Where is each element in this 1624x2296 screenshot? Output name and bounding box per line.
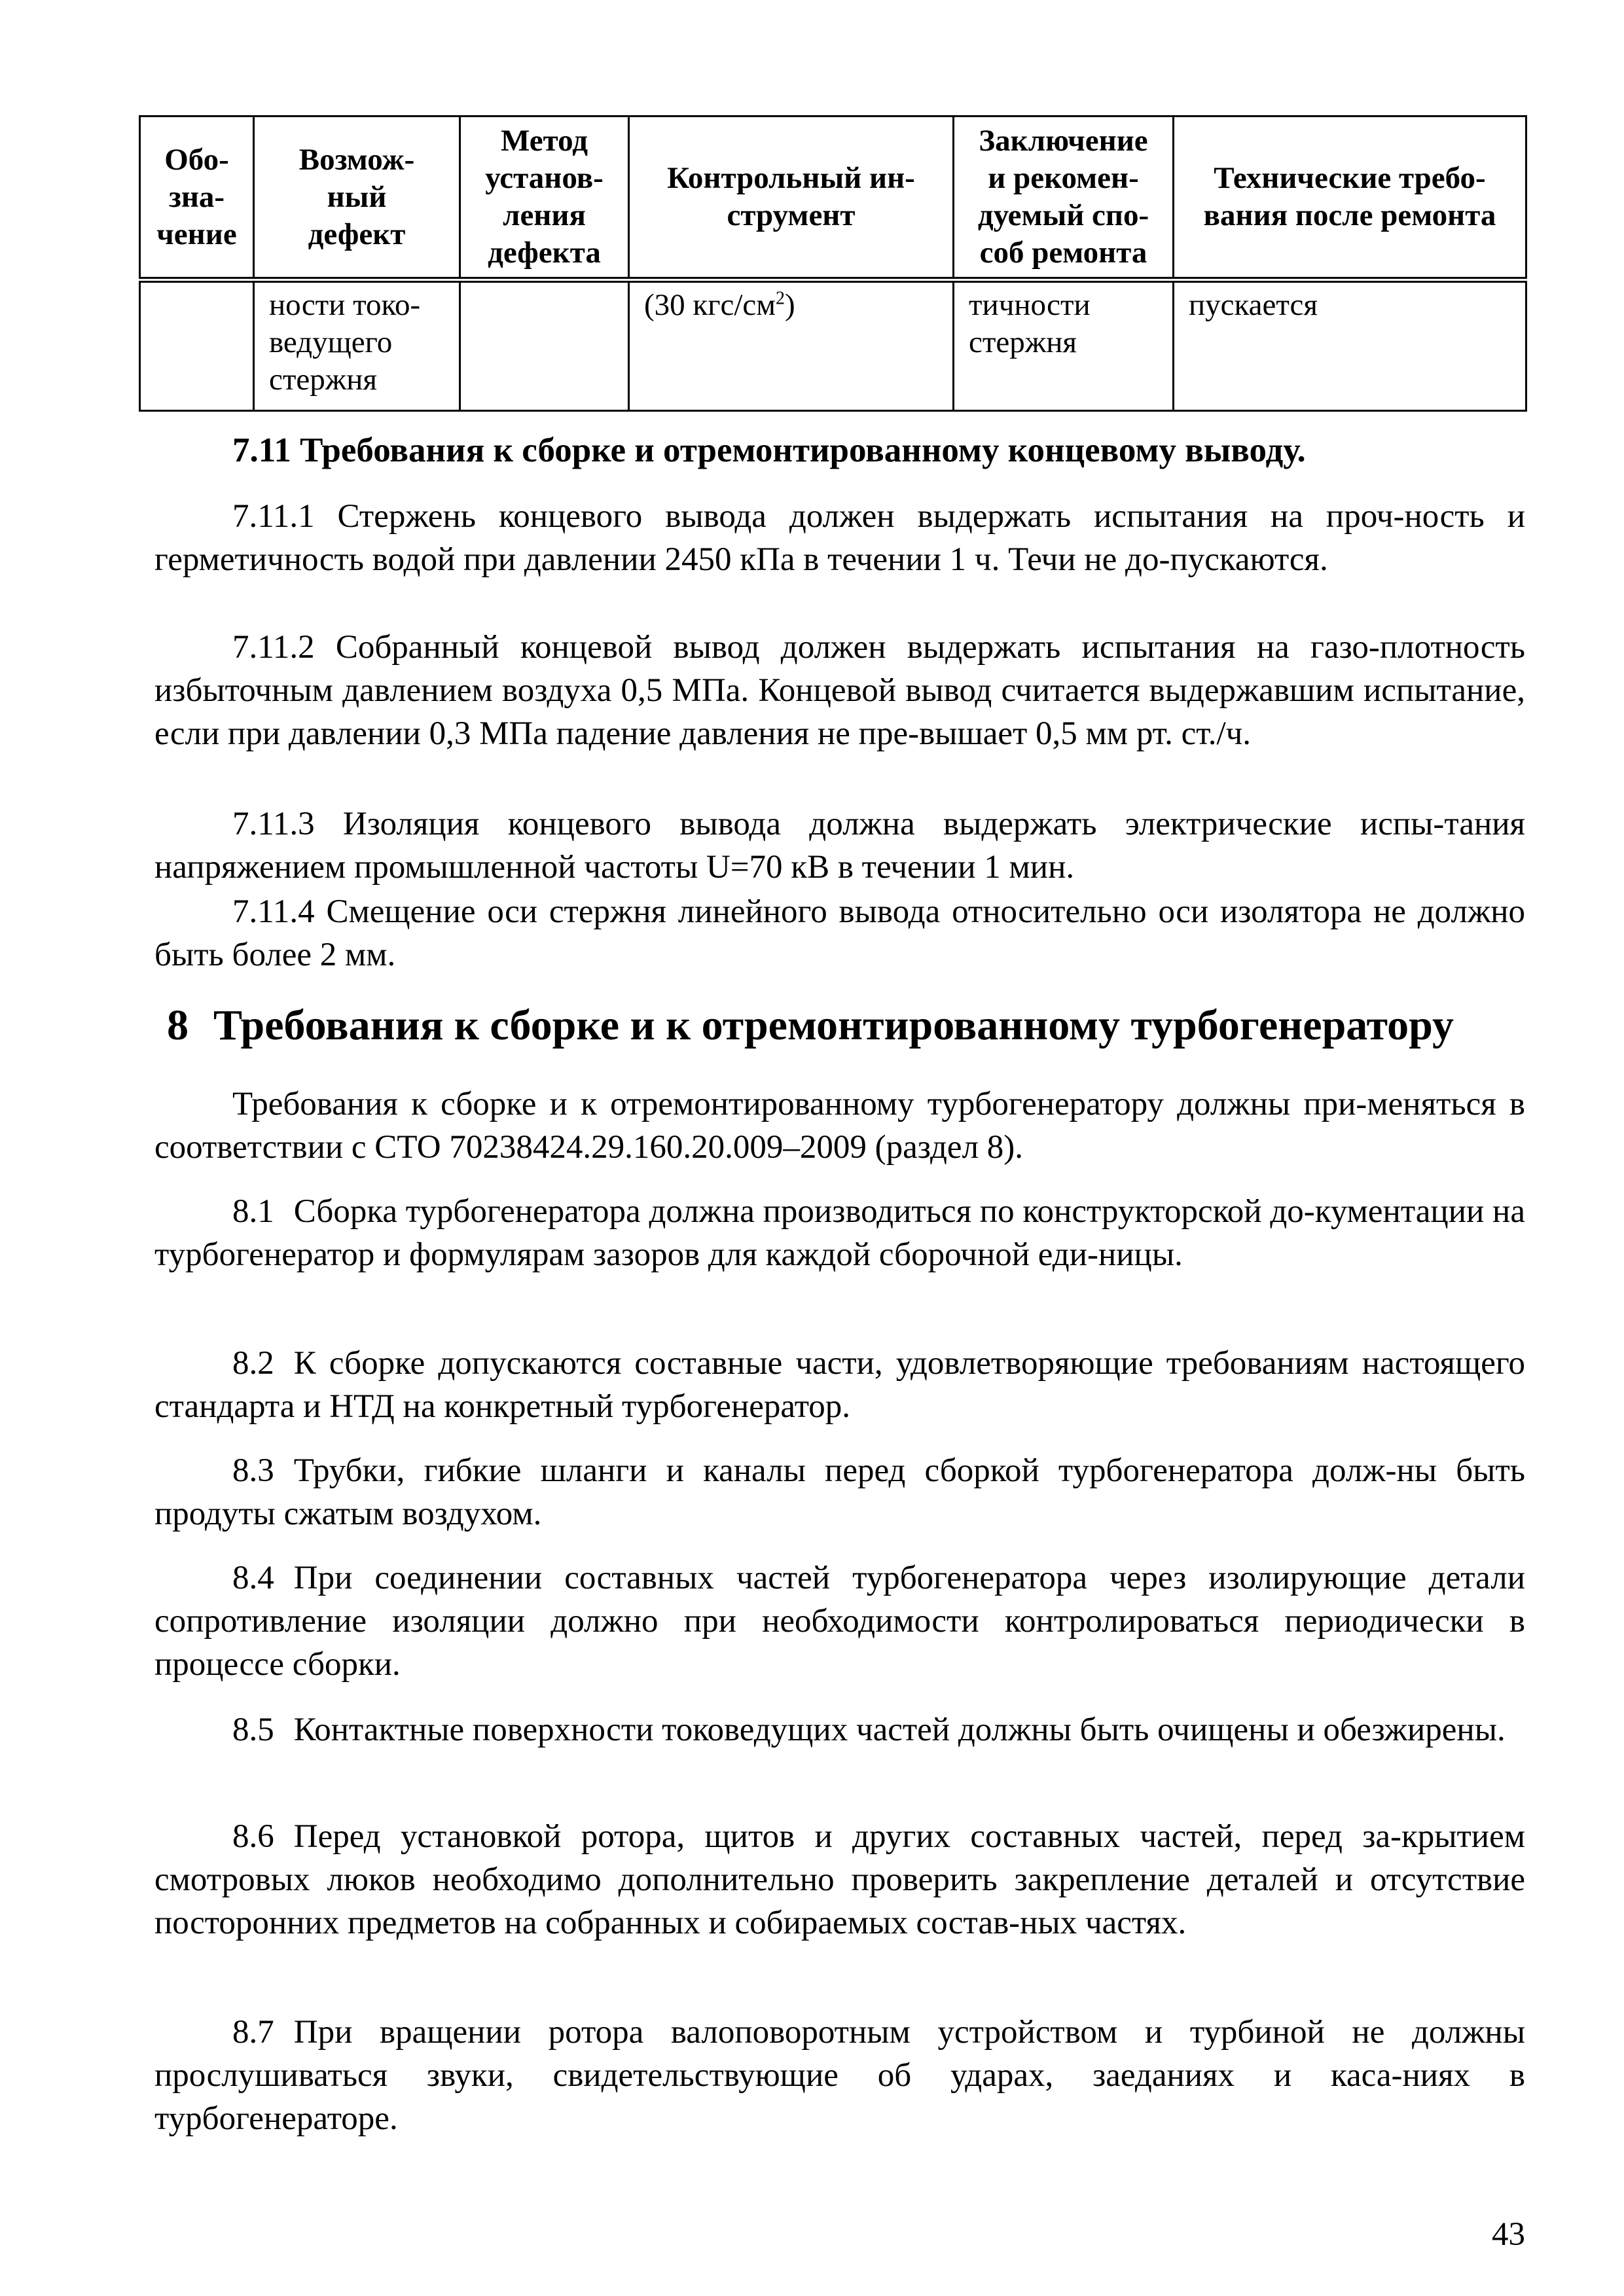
paragraph-8-intro: Требования к сборке и к отремонтированному турбогенератору должны при-меняться в соответствии с СТО 70238424.29.160.20.009–2009 (раздел 8). xyxy=(154,1086,1525,1166)
cell-text: тичности стержня xyxy=(969,288,1091,359)
item-number: 8.2 xyxy=(232,1345,274,1382)
section-8-title: Требования к сборке и к отремонтированному турбогенератору xyxy=(213,1001,1454,1049)
item-number: 8.3 xyxy=(232,1452,274,1489)
cell-text: Контрольный ин- струмент xyxy=(667,161,915,232)
item-text: Перед установкой ротора, щитов и других составных частей, перед за-крытием смотровых люков необходимо дополнительно проверить закрепление деталей и отсутствие посторонних предметов на собранных и собираемых состав-ных частях. xyxy=(154,1818,1525,1941)
item-number: 8.7 xyxy=(232,2014,274,2051)
item-text: При соединении составных частей турбогенератора через изолирующие детали сопротивление изоляции должно при необходимости контролироваться периодически в процессе сборки. xyxy=(154,1560,1525,1683)
cell-designation xyxy=(140,280,254,411)
paragraph-7-11-2: 7.11.2 Собранный концевой вывод должен выдержать испытания на газо-плотность избыточным давлением воздуха 0,5 МПа. Концевой вывод считается выдержавшим испытание, если при давлении 0,3 МПа падение давления не пре-вышает 0,5 мм рт. ст./ч. xyxy=(154,629,1525,752)
item-number: 8.1 xyxy=(232,1193,274,1230)
cell-text: Обо- зна- чение xyxy=(156,142,237,251)
header-tech-requirements xyxy=(1174,117,1526,280)
paragraph-7-11-3: 7.11.3 Изоляция концевого вывода должна выдержать электрические испы-тания напряжением промышленной частоты U=70 кВ в течении 1 мин. xyxy=(154,806,1525,886)
paragraph-7-11-1: 7.11.1 Стержень концевого вывода должен выдержать испытания на проч-ность и герметичность водой при давлении 2450 кПа в течении 1 ч. Течи не до-пускаются. xyxy=(154,498,1525,578)
item-text: При вращении ротора валоповоротным устройством и турбиной не должны прослушиваться звуки, свидетельствующие об ударах, заеданиях и каса-ниях в турбогенераторе. xyxy=(154,2014,1525,2137)
item-text: Сборка турбогенератора должна производиться по конструкторской до-кументации на турбогенератор и формулярам зазоров для каждой сборочной еди-ницы. xyxy=(154,1193,1525,1273)
section-8-heading xyxy=(167,999,1542,1052)
section-7-11-heading: 7.11 Требования к сборке и отремонтированному концевому выводу. xyxy=(232,431,1306,469)
paragraph-8-7 xyxy=(154,2011,1525,2140)
item-number: 8.5 xyxy=(232,1712,274,1748)
table-header-row xyxy=(140,117,1526,280)
paragraph-8-6 xyxy=(154,1815,1525,1945)
header-detection-method xyxy=(460,117,629,280)
cell-text: Метод установ- ления дефекта xyxy=(485,124,604,270)
item-text: Трубки, гибкие шланги и каналы перед сборкой турбогенератора долж-ны быть продуты сжатым воздухом. xyxy=(154,1452,1525,1532)
item-text: Контактные поверхности токоведущих частей должны быть очищены и обезжирены. xyxy=(293,1712,1506,1748)
cell-text: Возмож- ный дефект xyxy=(298,142,415,251)
paragraph-8-2 xyxy=(154,1342,1525,1428)
paragraph-8-5 xyxy=(154,1708,1525,1751)
cell-text: пускается xyxy=(1189,288,1318,322)
item-number: 8.4 xyxy=(232,1560,274,1596)
cell-instrument-sup: 2 xyxy=(776,288,785,309)
cell-defect xyxy=(254,280,460,411)
paragraph-8-3 xyxy=(154,1449,1525,1535)
header-designation xyxy=(140,117,254,280)
item-number: 8.6 xyxy=(232,1818,274,1855)
defects-table xyxy=(139,115,1527,412)
cell-method xyxy=(460,280,629,411)
header-control-instrument xyxy=(629,117,954,280)
section-8-number: 8 xyxy=(167,1001,189,1049)
paragraph-8-1 xyxy=(154,1190,1525,1276)
item-text: К сборке допускаются составные части, удовлетворяющие требованиям настоящего стандарта и НТД на конкретный турбогенератор. xyxy=(154,1345,1525,1425)
cell-requirements xyxy=(1174,280,1526,411)
table-row xyxy=(140,280,1526,411)
cell-conclusion xyxy=(954,280,1174,411)
cell-instrument xyxy=(629,280,954,411)
cell-instrument-pre: (30 кгс/см xyxy=(644,288,776,322)
header-possible-defect xyxy=(254,117,460,280)
cell-text: ности токо- ведущего стержня xyxy=(269,288,421,397)
page-number: 43 xyxy=(1492,2216,1525,2253)
cell-instrument-post: ) xyxy=(785,288,795,322)
cell-text: Заключение и рекомен- дуемый спо- соб ремонта xyxy=(977,124,1149,270)
paragraph-8-4 xyxy=(154,1556,1525,1686)
cell-text: Технические требо- вания после ремонта xyxy=(1203,161,1496,232)
header-conclusion xyxy=(954,117,1174,280)
paragraph-7-11-4: 7.11.4 Смещение оси стержня линейного вывода относительно оси изолятора не должно быть более 2 мм. xyxy=(154,893,1525,973)
